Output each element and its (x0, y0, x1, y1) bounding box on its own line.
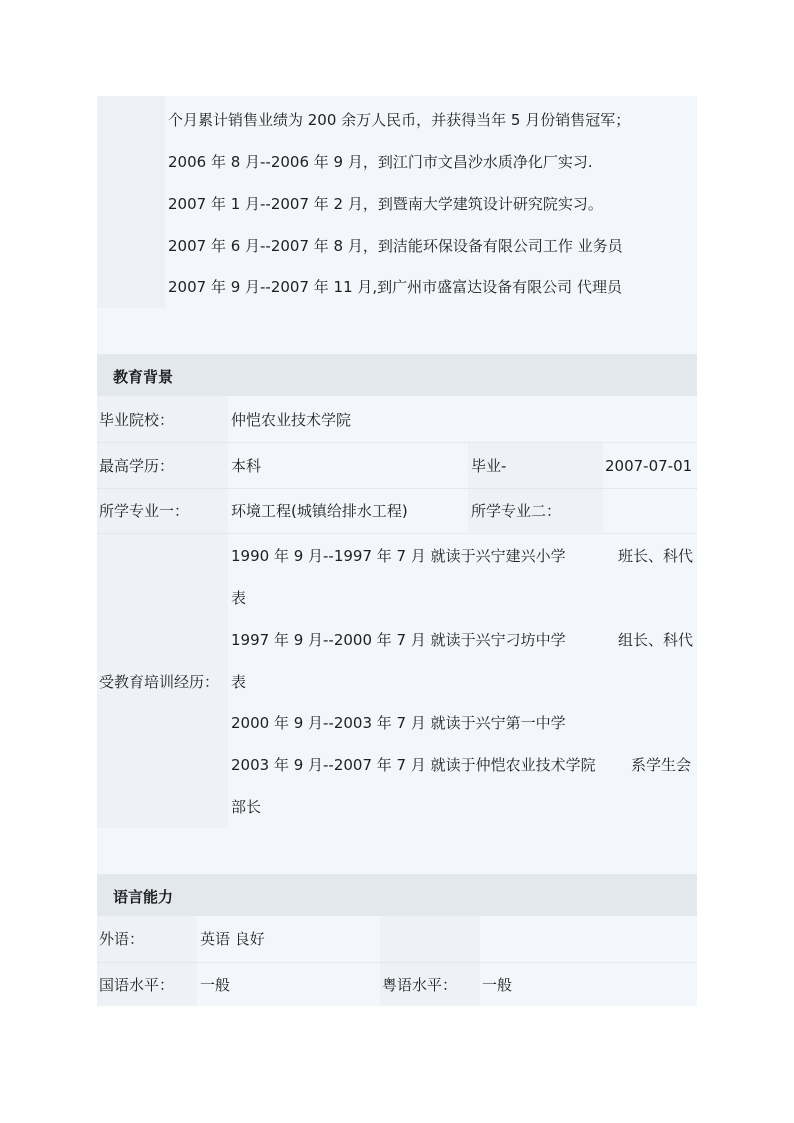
education-history-line: 1997 年 9 月--2000 年 7 月 就读于兴宁刁坊中学 (231, 631, 566, 649)
foreign-language-label: 外语： (99, 930, 145, 948)
work-line-3: 2007 年 1 月--2007 年 2 月，到暨南大学建筑设计研究院实习。 (168, 195, 603, 213)
education-header (97, 354, 697, 396)
work-line-2: 2006 年 8 月--2006 年 9 月，到江门市文昌沙水质净化厂实习. (168, 153, 593, 171)
education-history-line: 表 (231, 589, 247, 607)
divider (97, 488, 697, 489)
major1-value: 环境工程(城镇给排水工程) (231, 502, 408, 520)
work-experience-panel (97, 96, 697, 354)
work-line-5: 2007 年 9 月--2007 年 11 月,到广州市盛富达设备有限公司 代理员 (168, 278, 622, 296)
education-history-line: 部长 (231, 798, 262, 816)
education-title: 教育背景 (113, 368, 174, 386)
cantonese-label: 粤语水平： (382, 976, 458, 994)
major1-label: 所学专业一： (99, 502, 190, 520)
work-line-4: 2007 年 6 月--2007 年 8 月，到洁能环保设备有限公司工作 业务员 (168, 237, 623, 255)
divider (97, 962, 697, 963)
degree-label: 最高学历： (99, 457, 175, 475)
language-header (97, 874, 697, 916)
grad-date: 2007-07-01 (605, 457, 693, 475)
education-history-line: 2003 年 9 月--2007 年 7 月 就读于仲恺农业技术学院 (231, 756, 596, 774)
grad-label: 毕业- (471, 457, 507, 475)
work-line-1: 个月累计销售业绩为 200 余万人民币，并获得当年 5 月份销售冠军； (168, 111, 631, 129)
major2-label: 所学专业二： (471, 502, 562, 520)
mandarin-label: 国语水平： (99, 976, 175, 994)
education-history-role: 系学生会 (631, 756, 692, 774)
school-label: 毕业院校： (99, 411, 175, 429)
cantonese-value: 一般 (482, 976, 513, 994)
education-history-role: 班长、科代 (618, 547, 694, 565)
foreign-language-value: 英语 良好 (200, 930, 265, 948)
work-left-gutter (97, 96, 165, 308)
education-history-line: 2000 年 9 月--2003 年 7 月 就读于兴宁第一中学 (231, 714, 566, 732)
degree-value: 本科 (231, 457, 262, 475)
school-value: 仲恺农业技术学院 (231, 411, 352, 429)
language-title: 语言能力 (113, 888, 174, 906)
divider (97, 442, 697, 443)
education-history-role: 组长、科代 (618, 631, 694, 649)
education-history-line: 1990 年 9 月--1997 年 7 月 就读于兴宁建兴小学 (231, 547, 566, 565)
mandarin-value: 一般 (200, 976, 231, 994)
education-history-label: 受教育培训经历： (99, 673, 220, 691)
education-history-line: 表 (231, 673, 247, 691)
divider (97, 533, 697, 534)
